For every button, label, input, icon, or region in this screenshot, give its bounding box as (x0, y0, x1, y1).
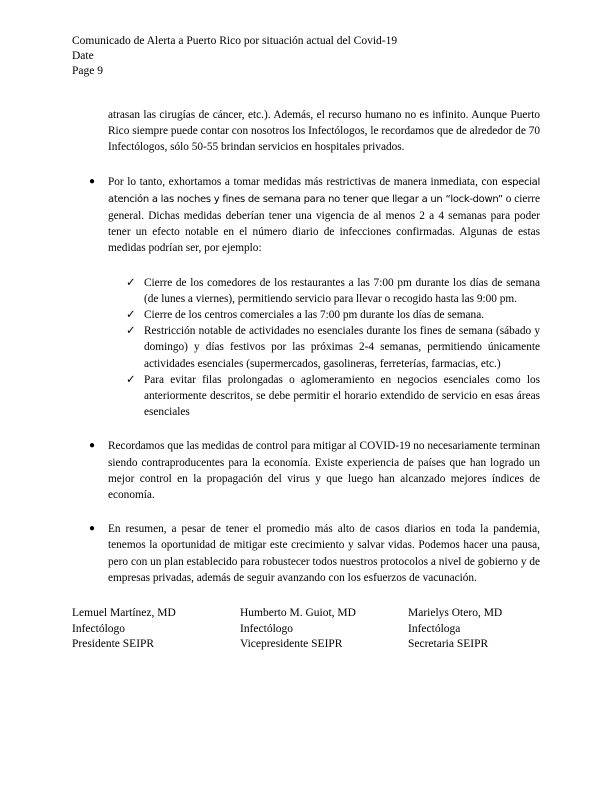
check-item (126, 323, 540, 372)
check-item-text: Cierre de los centros comerciales a las 7:00 pm durante los días de semana. (144, 309, 485, 322)
signer-name: Humberto M. Guiot, MD (240, 607, 356, 619)
signature-vicepresident (240, 606, 356, 653)
checkmark-icon: ✓ (126, 373, 136, 386)
signature-president (72, 606, 176, 653)
signer-role: Infectólogo (72, 622, 126, 635)
document-date: Date (72, 50, 94, 62)
bullet-text-part1: Por lo tanto, exhortamos a tomar medidas más restrictivas de manera inmediata, con (108, 175, 502, 188)
signer-position: Vicepresidente SEIPR (240, 638, 343, 650)
bullet-dot-icon: ● (89, 440, 96, 452)
bullet-text-highlight: especial atención a las noches y fines de semana para no tener que llegar a un “lock-down” (108, 176, 540, 205)
continuation-paragraph: atrasan las cirugías de cáncer, etc.). Además, el recurso humano no es infinito. Aunque Puerto Rico siempre puede contar con nosotros los Infectólogos, le recordamos que de alrededor de 70 Infectólogos, sólo 50-55 brindan servicios en hospitales privados. (108, 109, 540, 154)
document-title: Comunicado de Alerta a Puerto Rico por situación actual del Covid-19 (72, 35, 398, 47)
bullet-text: En resumen, a pesar de tener el promedio más alto de casos diarios en toda la pandemia, tenemos la oportunidad de mitigar este crecimiento y salvar vidas. Podemos hacer una pausa, pero con un plan establecido para robustecer todos nuestros protocolos a nivel de gobierno y de empresas privadas, además de seguir avanzando con los esfuerzos de vacunación. (108, 523, 540, 584)
check-item (126, 307, 540, 323)
measures-checklist (126, 275, 540, 421)
signer-role: Infectóloga (408, 622, 461, 635)
signature-secretary (408, 606, 502, 653)
check-item (126, 275, 540, 307)
signer-position: Presidente SEIPR (72, 638, 155, 650)
page-number: Page 9 (72, 65, 103, 77)
checkmark-icon: ✓ (126, 309, 136, 322)
page-header (72, 34, 397, 79)
checkmark-icon: ✓ (126, 276, 136, 289)
signer-name: Lemuel Martínez, MD (72, 607, 176, 619)
bullet-text-part2: o cierre general. Dichas medidas deberían tener una vigencia de al menos 2 a 4 semanas para poder tener un efecto notable en el número diario de infecciones confirmadas. Algunas de estas medidas podrían ser, por ejemplo: (108, 192, 540, 255)
checkmark-icon: ✓ (126, 325, 136, 338)
check-item (126, 372, 540, 421)
check-item-text: Para evitar filas prolongadas o aglomeramiento en negocios esenciales como los anteriormente descritos, se debe permitir el horario extendido de servicio en esas áreas esenciales (144, 373, 540, 419)
check-item-text: Cierre de los comedores de los restaurantes a las 7:00 pm durante los días de semana (de lunes a viernes), permitiendo servicio para llevar o recogido hasta las 9:00 pm. (144, 276, 540, 305)
signer-role: Infectólogo (240, 622, 294, 635)
bullet-dot-icon: ● (89, 523, 96, 535)
bullet-item-measures (89, 174, 540, 257)
bullet-item-summary (89, 521, 540, 586)
bullet-item-economy (89, 438, 540, 503)
document-body (89, 107, 540, 586)
signer-position: Secretaria SEIPR (408, 638, 489, 650)
check-item-text: Restricción notable de actividades no esenciales durante los fines de semana (sábado y domingo) y días festivos por las próximas 2-4 semanas, permitiendo únicamente actividades esenciales (supermercados, gasolineras, ferreterías, farmacias, etc.) (144, 325, 540, 370)
signer-name: Marielys Otero, MD (408, 607, 503, 619)
bullet-dot-icon: ● (89, 175, 96, 187)
bullet-text: Recordamos que las medidas de control para mitigar al COVID-19 no necesariamente terminan siendo contraproducentes para la economía. Existe experiencia de países que han logrado un mejor control en la propagación del virus y que luego han alcanzado mejores índices de economía. (108, 440, 540, 502)
